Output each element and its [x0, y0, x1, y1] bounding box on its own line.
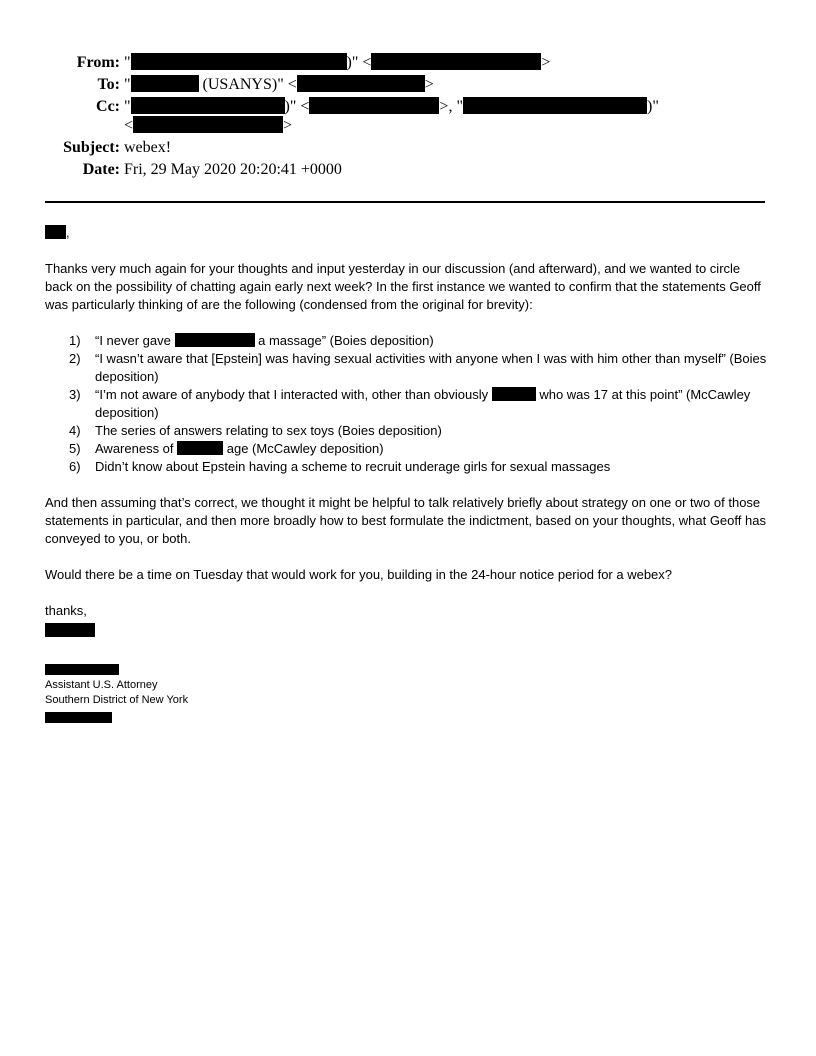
cc-label: Cc: — [96, 98, 120, 115]
greeting-comma: , — [66, 225, 70, 240]
statement-list — [45, 332, 770, 476]
paragraph-scheduling: Would there be a time on Tuesday that would work for you, building in the 24-hour notice period for a webex? — [45, 567, 673, 582]
subject-value: webex! — [124, 139, 172, 156]
list-item — [69, 350, 770, 386]
list-text: The series of answers relating to sex toys (Boies deposition) — [95, 423, 442, 438]
header-divider — [45, 201, 765, 203]
to-quote: " — [124, 76, 131, 93]
list-text: “I’m not aware of anybody that I interacted with, other than obviously — [95, 387, 492, 402]
cc-sep2: >, " — [439, 98, 463, 115]
redaction-block — [463, 97, 647, 114]
cc-gt: > — [283, 117, 293, 134]
header-cc-row-2 — [0, 116, 816, 136]
list-text: who was 17 at this point” (McCawley deposition) — [95, 387, 751, 420]
redaction-block — [371, 53, 541, 70]
redaction-block — [175, 333, 255, 347]
signature-block-name — [45, 660, 770, 678]
date-value: Fri, 29 May 2020 20:20:41 +0000 — [124, 161, 342, 178]
redaction-block — [133, 116, 283, 133]
cc-quote: " — [124, 98, 131, 115]
signature-contact — [45, 708, 770, 726]
paragraph-intro: Thanks very much again for your thoughts and input yesterday in our discussion (and afterward), and we wanted to circle back on the possibility of chatting again early next week? In the first instance we wanted to confirm that the statements Geoff was particularly thinking of are the following (condensed from the original for brevity): — [45, 261, 761, 312]
list-number: 5) — [69, 441, 81, 456]
subject-label: Subject: — [63, 139, 120, 156]
cc-sep: )" < — [284, 98, 310, 115]
signature-office: Southern District of New York — [45, 694, 189, 706]
cc-value-2 — [124, 116, 292, 136]
from-label: From: — [76, 54, 120, 71]
redaction-block — [45, 623, 95, 637]
paragraph-strategy: And then assuming that’s correct, we thought it might be helpful to talk relatively briefly about strategy on one or two of those statements in particular, and then more broadly how to best formulate the indictment, based on your thoughts, what Geoff has conveyed to you, or both. — [45, 495, 766, 546]
greeting — [45, 224, 770, 242]
list-text: “I wasn’t aware that [Epstein] was having sexual activities with anyone when I was with him other than myself” (Boies deposition) — [95, 351, 767, 384]
header-subject-row — [0, 138, 816, 158]
list-number: 3) — [69, 387, 81, 402]
email-body — [45, 224, 770, 726]
header-from-row — [0, 53, 816, 73]
to-value — [124, 75, 434, 95]
from-sep: )" < — [346, 54, 372, 71]
list-item — [69, 458, 770, 476]
redaction-block — [131, 75, 199, 92]
from-end: > — [541, 54, 551, 71]
redaction-block — [309, 97, 439, 114]
list-number: 1) — [69, 333, 81, 348]
to-end: > — [424, 76, 434, 93]
header-cc-row — [0, 97, 816, 117]
redaction-block — [177, 441, 223, 455]
to-label: To: — [97, 76, 120, 93]
from-quote: " — [124, 54, 131, 71]
list-number: 2) — [69, 351, 81, 366]
list-text: a massage” (Boies deposition) — [254, 333, 434, 348]
redaction-block — [45, 664, 119, 675]
list-item — [69, 332, 770, 350]
list-text: age (McCawley deposition) — [223, 441, 384, 456]
header-to-row — [0, 75, 816, 95]
signature-title: Assistant U.S. Attorney — [45, 679, 158, 691]
redaction-block — [45, 712, 112, 723]
list-item — [69, 422, 770, 440]
closing: thanks, — [45, 603, 87, 618]
list-number: 6) — [69, 459, 81, 474]
signature-name — [45, 622, 770, 640]
list-item — [69, 386, 770, 422]
redaction-block — [131, 97, 285, 114]
list-text: “I never gave — [95, 333, 175, 348]
cc-end: )" — [646, 98, 659, 115]
from-value — [124, 53, 550, 73]
cc-lt: < — [124, 117, 134, 134]
list-item — [69, 440, 770, 458]
cc-value — [124, 97, 659, 117]
redaction-block — [131, 53, 347, 70]
header-date-row — [0, 160, 816, 180]
to-org: (USANYS)" < — [198, 76, 297, 93]
redaction-block — [297, 75, 425, 92]
list-number: 4) — [69, 423, 81, 438]
list-text: Didn’t know about Epstein having a scheme to recruit underage girls for sexual massages — [95, 459, 611, 474]
redaction-block — [45, 225, 66, 239]
date-label: Date: — [82, 161, 120, 178]
redaction-block — [492, 387, 536, 401]
list-text: Awareness of — [95, 441, 178, 456]
